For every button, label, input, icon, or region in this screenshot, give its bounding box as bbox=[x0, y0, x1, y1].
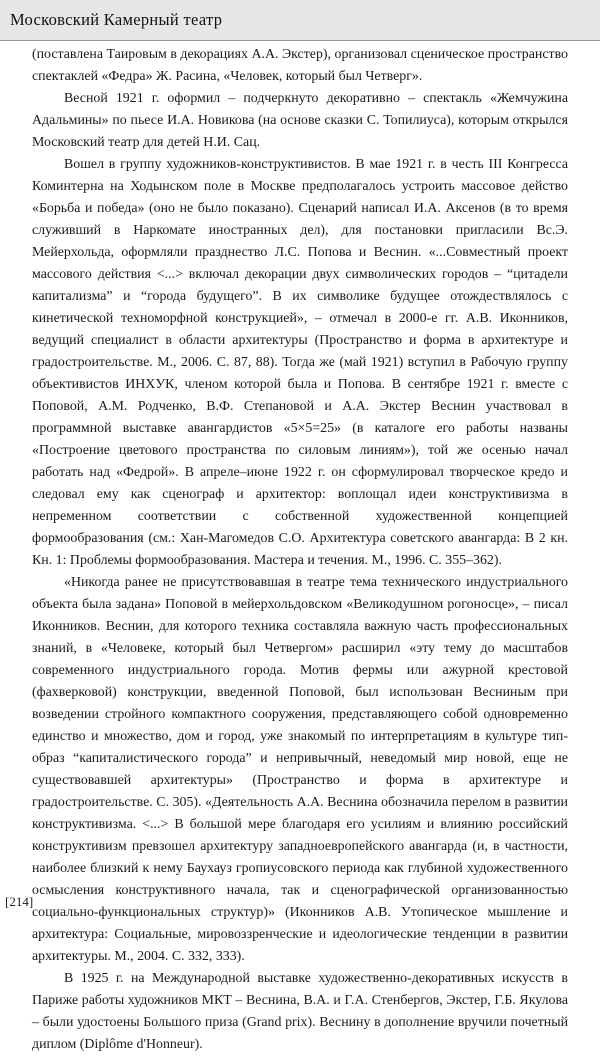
paragraph: Весной 1921 г. оформил – подчеркнуто декоративно – спектакль «Жемчужина Адальмины» по пьесе И.А. Новикова (на основе сказки С. Топилиуса), которым открылся Московский театр для детей Н.И. Сац. bbox=[32, 91, 568, 150]
paragraph: Вошел в группу художников-конструктивистов. В мае 1921 г. в честь III Конгресса Коминтерна на Ходынском поле в Москве предполагалось устроить массовое действо «Борьба и победа» (оно не было показано). Сценарий написал И.А. Аксенов (в то время служивший в Наркомате иностранных дел), для постановки пригласили Вс.Э. Мейерхольда, оформляли празднество Л.С. Попова и Веснин. «...Совместный проект массового действия <...> включал декорации двух символических городов – “цитадели капитализма” и “города будущего”. В их символике будущее отождествлялось с кинетической техноморфной конструкцией», – отмечал в 2000-е гг. А.В. Иконников, ведущий специалист в области архитектуры (Пространство и форма в архитектуре и градостроительстве. М., 2006. С. 87, 88). Тогда же (май 1921) вступил в Рабочую группу объективистов ИНХУК, членом которой была и Попова. В сентябре 1921 г. вместе с Поповой, А.М. Родченко, В.Ф. Степановой и А.А. Экстер Веснин участвовал в программной выставке авангардистов «5×5=25» (в каталоге его работы названы «Построение цветового пространства по силовым линиям»), той же осенью начал работать над «Федрой». В апреле–июне 1922 г. он сформулировал творческое кредо и следовал ему как сценограф и архитектор: воплощал идеи конструктивизма в непременном соответствии с собственной художественной концепцией формообразования (см.: Хан-Магомедов С.О. Архитектура советского авангарда: В 2 кн. Кн. 1: Проблемы формообразования. Мастера и течения. М., 1996. С. 355–362). bbox=[32, 157, 568, 568]
paragraph: «Никогда ранее не присутствовавшая в театре тема технического индустриального объекта была задана» Поповой в мейерхольдовском «Великодушном рогоносце», – писал Иконников. Веснин, для которого техника составляла важную часть профессиональных знаний, в «Человеке, который был Четвергом» расширил «эту тему до масштабов современного индустриального города. Мотив фермы или ажурной крестовой (фахверковой) конструкции, введенной Поповой, был использован Весниным при возведении стройного компактного сооружения, представляющего собой одновременно единство и множество, дом и город, уже знакомый по интерпретациям в культуре тип-образ “капиталистического города” и непривычный, неведомый мир новой, еще не существовавшей архитектуры» (Пространство и форма в архитектуре и градостроительстве. С. 305). «Деятельность А.А. Веснина обозначила перелом в развитии конструктивизма. <...> В большой мере благодаря его усилиям и влиянию российский конструктивизм превзошел архитектуру западноевропейского авангарда (и, в частности, наиболее близкий к нему Баухауз гропиусовского периода как глубиной художественного осмысления конструктивного начала, так и сценографической организованностью социально-функциональных структур)» (Иконников А.В. Утопическое мышление и архитектура: Социальные, мировоззренческие и идеологические тенденции в развитии архитектуры. М., 2004. С. 332, 333). bbox=[32, 575, 568, 964]
paragraph: (поставлена Таировым в декорациях А.А. Экстер), организовал сценическое пространство спектаклей «Федра» Ж. Расина, «Человек, который был Четверг». bbox=[32, 47, 568, 84]
header-divider bbox=[0, 40, 600, 41]
article-body bbox=[32, 44, 568, 1056]
header-title: Московский Камерный театр bbox=[10, 10, 223, 29]
paragraph: В 1925 г. на Международной выставке художественно-декоративных искусств в Париже работы художников МКТ – Веснина, В.А. и Г.А. Стенбергов, Экстер, Г.Б. Якулова – были удостоены Большого приза (Grand prix). Веснину в дополнение вручили почетный диплом (Diplôme d'Honneur). bbox=[32, 971, 568, 1052]
running-header bbox=[0, 0, 600, 40]
page-number: [214] bbox=[5, 894, 34, 909]
